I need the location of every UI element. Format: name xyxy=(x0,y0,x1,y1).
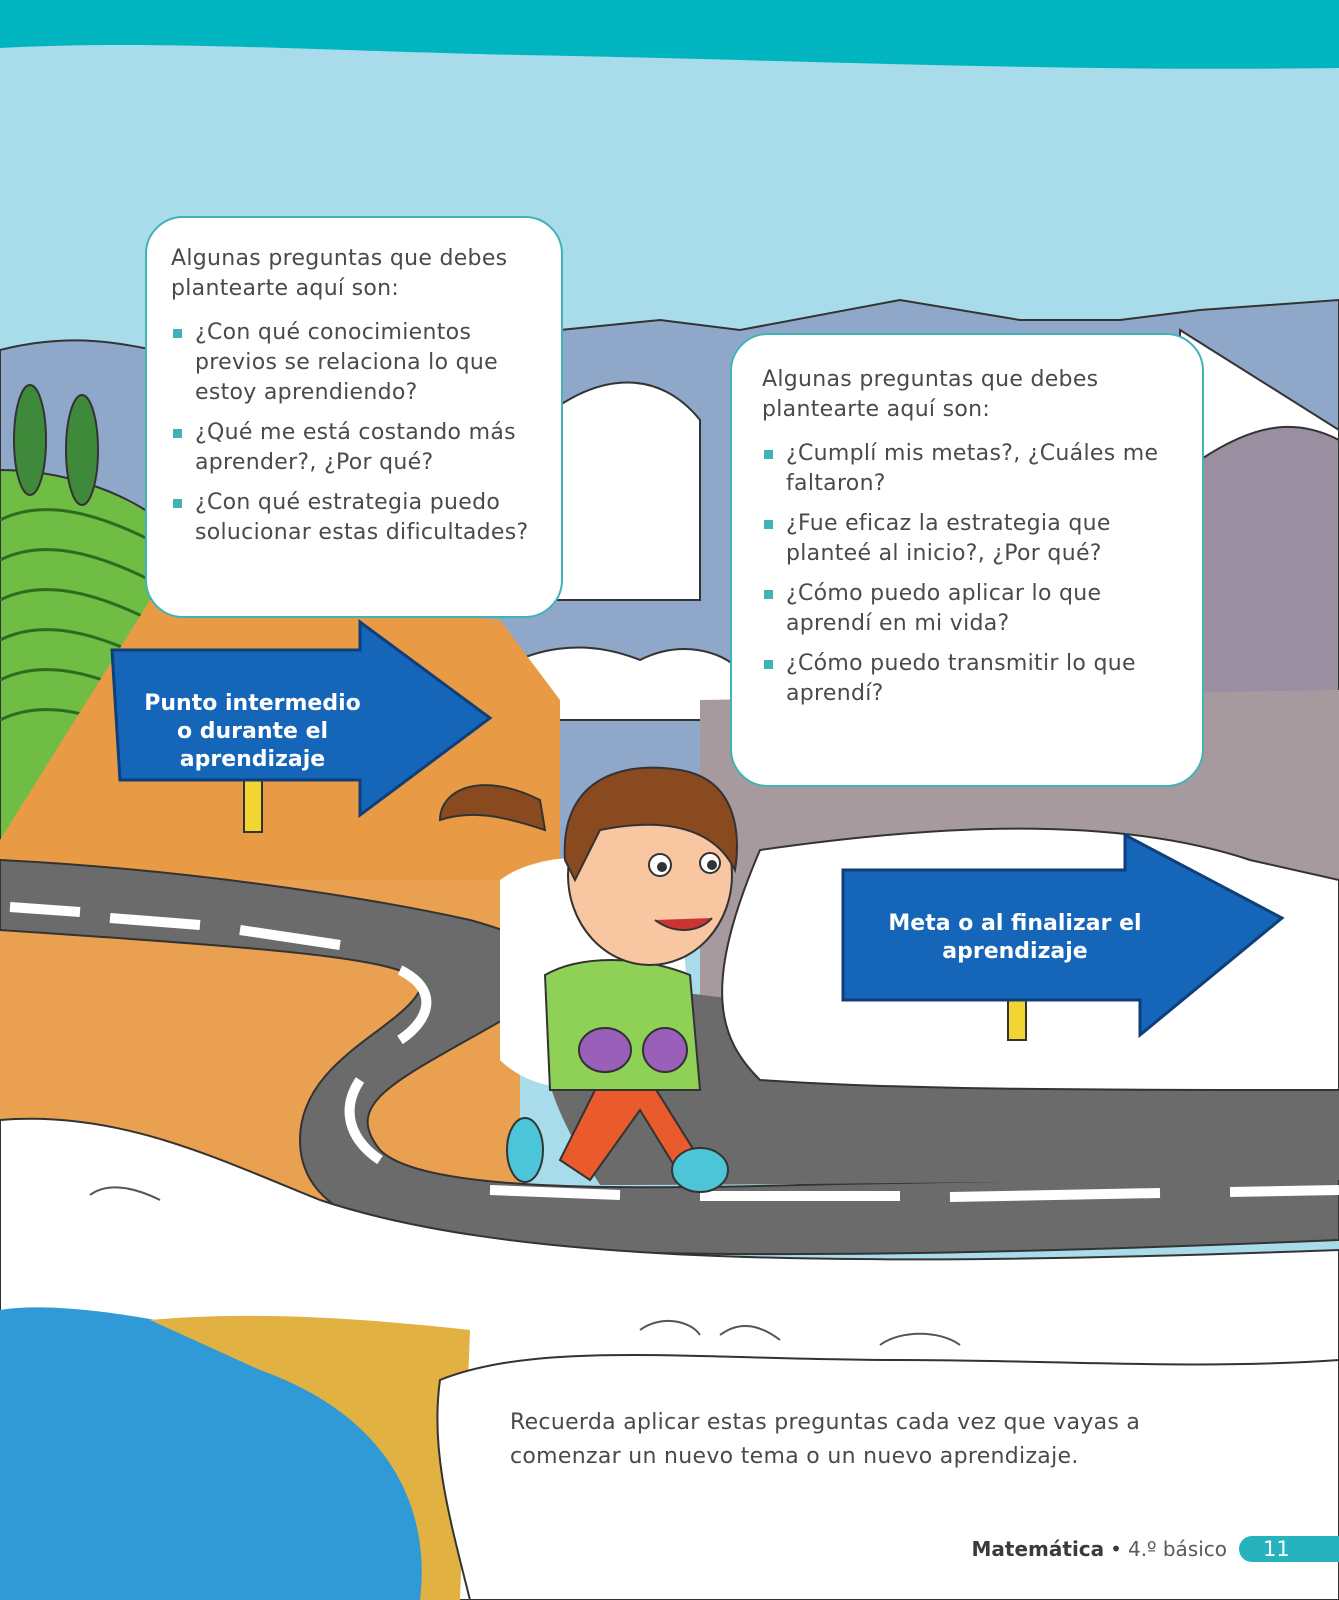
footer-subject: Matemática xyxy=(971,1537,1105,1561)
question-item: ¿Qué me está costando más aprender?, ¿Por qué? xyxy=(171,418,539,478)
snow-peak-center xyxy=(540,383,700,601)
question-item: ¿Cómo puedo transmitir lo que aprendí? xyxy=(762,649,1180,709)
sign-label-goal: Meta o al finalizar el aprendizaje xyxy=(888,911,1142,964)
closing-note: Recuerda aplicar estas preguntas cada vez que vayas a comenzar un nuevo tema o un nuevo aprendizaje. xyxy=(510,1410,1141,1469)
question-item: ¿Con qué conocimientos previos se relaciona lo que estoy aprendiendo? xyxy=(171,318,539,408)
bubble-intro: Algunas preguntas que debes plantearte aquí son: xyxy=(171,246,508,301)
question-item: ¿Fue eficaz la estrategia que planteé al inicio?, ¿Por qué? xyxy=(762,509,1180,569)
cypress-tree xyxy=(14,385,46,495)
footer-separator: • xyxy=(1110,1537,1122,1561)
sign-post xyxy=(1008,1000,1026,1040)
bubble-intro: Algunas preguntas que debes plantearte aquí son: xyxy=(762,367,1099,422)
sign-post xyxy=(244,780,262,832)
cypress-tree xyxy=(66,395,98,505)
speech-bubble-goal xyxy=(730,333,1204,787)
speech-bubble-middle xyxy=(145,216,563,618)
snow-peak-right-2 xyxy=(1200,427,1339,700)
page-footer xyxy=(972,1534,1339,1564)
question-list xyxy=(762,439,1180,709)
sign-label-middle: Punto intermedio o durante el aprendizaje xyxy=(144,691,361,772)
footer-grade: 4.º básico xyxy=(1127,1537,1227,1561)
page-number: 11 xyxy=(1239,1536,1339,1562)
question-item: ¿Con qué estrategia puedo solucionar estas dificultades? xyxy=(171,488,539,548)
question-list xyxy=(171,318,539,548)
question-item: ¿Cumplí mis metas?, ¿Cuáles me faltaron? xyxy=(762,439,1180,499)
question-item: ¿Cómo puedo aplicar lo que aprendí en mi vida? xyxy=(762,579,1180,639)
